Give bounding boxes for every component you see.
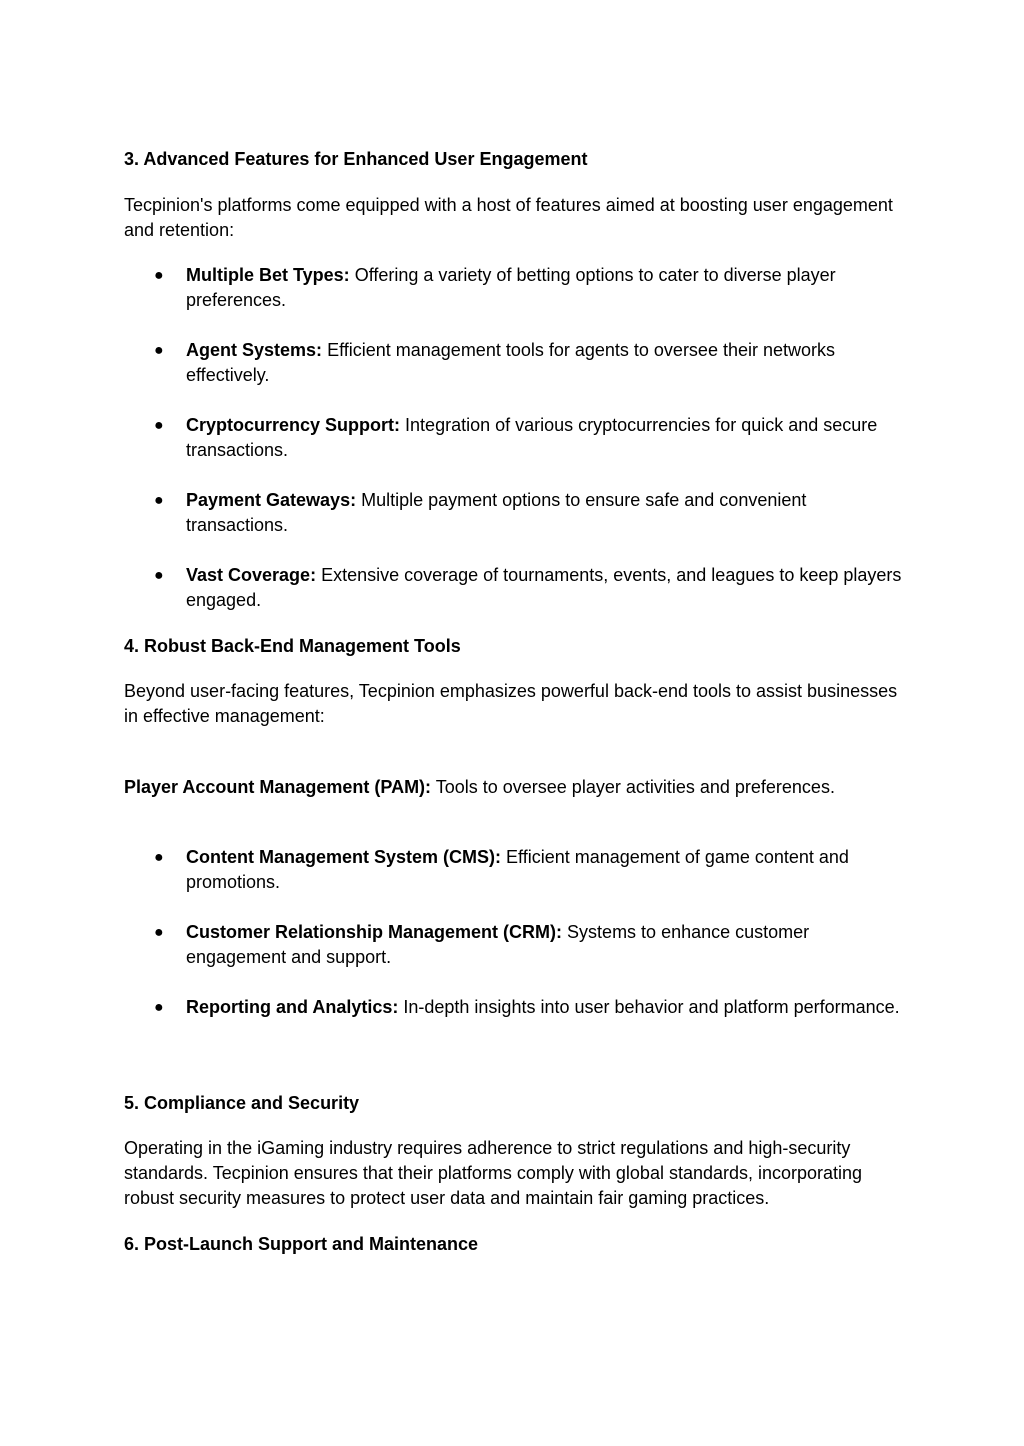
standalone-item (124, 775, 904, 800)
bullet-desc: Efficient management tools for agents to oversee their networks effectively. (186, 340, 835, 385)
standalone-desc: Tools to oversee player activities and preferences. (435, 777, 835, 797)
bullet-desc: Multiple payment options to ensure safe and convenient transactions. (186, 490, 807, 535)
bullet-term: Multiple Bet Types: (186, 265, 350, 285)
standalone-term: Player Account Management (PAM): (124, 777, 432, 797)
section-intro-4: Beyond user-facing features, Tecpinion emphasizes powerful back-end tools to assist businesses in effective management: (124, 681, 898, 726)
section-intro-5: Operating in the iGaming industry requires adherence to strict regulations and high-security standards. Tecpinion ensures that their platforms comply with global standards, incorporating robust security measures to protect user data and maintain fair gaming practices. (124, 1138, 863, 1208)
bullet-desc: Efficient management of game content and promotions. (186, 847, 849, 892)
bullet-icon: ● (154, 567, 164, 584)
bullet-term: Cryptocurrency Support: (186, 415, 401, 435)
bullet-desc: Integration of various cryptocurrencies for quick and secure transactions. (186, 415, 878, 460)
bullet-term: Reporting and Analytics: (186, 997, 399, 1017)
bullet-icon: ● (154, 924, 164, 941)
bullet-icon: ● (154, 342, 164, 359)
bullet-desc: Systems to enhance customer engagement and support. (186, 922, 810, 967)
section-heading-6: 6. Post-Launch Support and Maintenance (124, 1234, 479, 1254)
bullet-icon: ● (154, 849, 164, 866)
bullet-icon: ● (154, 492, 164, 509)
section-heading-3: 3. Advanced Features for Enhanced User Engagement (124, 149, 588, 169)
bullet-term: Customer Relationship Management (CRM): (186, 922, 563, 942)
bullet-icon: ● (154, 417, 164, 434)
bullet-icon: ● (154, 999, 164, 1016)
section-intro-3: Tecpinion's platforms come equipped with a host of features aimed at boosting user engagement and retention: (124, 195, 893, 240)
bullet-term: Vast Coverage: (186, 565, 317, 585)
bullet-term: Agent Systems: (186, 340, 323, 360)
section-heading-4: 4. Robust Back-End Management Tools (124, 636, 461, 656)
bullet-icon: ● (154, 267, 164, 284)
bullet-desc: Extensive coverage of tournaments, events, and leagues to keep players engaged. (186, 565, 902, 610)
bullet-desc: In-depth insights into user behavior and platform performance. (403, 997, 900, 1017)
bullet-term: Payment Gateways: (186, 490, 357, 510)
section-heading-5: 5. Compliance and Security (124, 1093, 360, 1113)
bullet-term: Content Management System (CMS): (186, 847, 502, 867)
bullet-desc: Offering a variety of betting options to cater to diverse player preferences. (186, 265, 836, 310)
